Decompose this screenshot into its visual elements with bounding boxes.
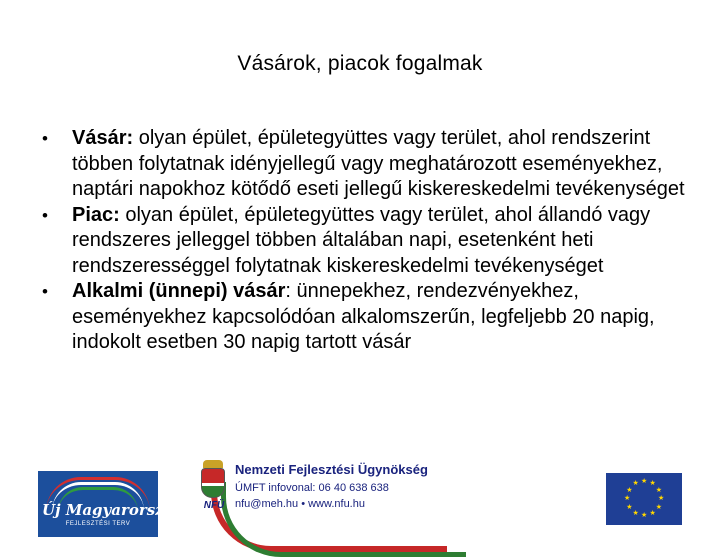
bullet-text: olyan épület, épületegyüttes vagy terület, ahol állandó vagy rendszeres jelleggel többen általában napi, esetenként heti rendszerességgel folytatnak kiskereskedelmi tevékenységet bbox=[72, 203, 651, 277]
uj-magyarorszag-logo-text: Új Magyarország bbox=[42, 501, 184, 519]
bullet-term: Alkalmi (ünnepi) vásár bbox=[72, 280, 286, 302]
eu-star-icon: ★ bbox=[632, 480, 639, 488]
nfu-name: Nemzeti Fejlesztési Ügynökség bbox=[235, 462, 428, 477]
eu-star-icon: ★ bbox=[641, 512, 648, 519]
crown-icon bbox=[203, 460, 223, 468]
hungarian-coat-of-arms-icon bbox=[201, 468, 225, 498]
bullet-item-piac bbox=[42, 203, 702, 280]
eu-star-icon: ★ bbox=[655, 503, 662, 511]
bullet-item-alkalmi-vasar bbox=[42, 279, 702, 356]
bullet-text: : ünnepekhez, rendezvényekhez, eseményekhez kapcsolódóan alkalomszerűn, legfeljebb 20 napig, indokolt esetben 30 napig tartott vásár bbox=[72, 280, 655, 353]
eu-star-icon: ★ bbox=[649, 509, 656, 517]
eu-star-icon: ★ bbox=[649, 480, 656, 488]
bullet-text: olyan épület, épületegyüttes vagy terület, ahol rendszerint többen folytatnak idényjellegű vagy meghatározott eseményekhez, naptári napokhoz kötődő eseti jellegű kiskereskedelmi tevékenységet bbox=[72, 127, 685, 200]
eu-star-icon: ★ bbox=[626, 486, 633, 494]
nfu-abbreviation: NFÜ bbox=[203, 500, 225, 511]
eu-star-icon: ★ bbox=[632, 509, 639, 517]
eu-flag-icon bbox=[606, 473, 682, 525]
slide-title: Vásárok, piacok fogalmak bbox=[237, 52, 483, 75]
bullet-item-vasar bbox=[42, 126, 702, 203]
eu-star-icon: ★ bbox=[641, 478, 648, 485]
bullet-term: Piac: bbox=[72, 203, 120, 226]
bullet-dot: • bbox=[42, 129, 48, 148]
nfu-infoline: ÚMFT infovonal: 06 40 638 638 bbox=[235, 482, 389, 494]
uj-magyarorszag-logo bbox=[38, 471, 184, 537]
footer-logos bbox=[0, 448, 720, 540]
nfu-logo-block bbox=[193, 456, 463, 540]
eu-star-icon: ★ bbox=[626, 503, 633, 511]
eu-star-icon: ★ bbox=[655, 486, 662, 494]
nfu-contact: nfu@meh.hu • www.nfu.hu bbox=[235, 498, 365, 510]
uj-magyarorszag-logo-subtitle: FEJLESZTÉSI TERV bbox=[65, 521, 131, 527]
bullet-dot: • bbox=[42, 282, 48, 301]
eu-star-icon: ★ bbox=[624, 495, 631, 502]
bullet-dot: • bbox=[42, 205, 48, 225]
bullet-list bbox=[42, 126, 702, 356]
eu-star-icon: ★ bbox=[658, 495, 665, 502]
bullet-term: Vásár: bbox=[72, 127, 134, 149]
